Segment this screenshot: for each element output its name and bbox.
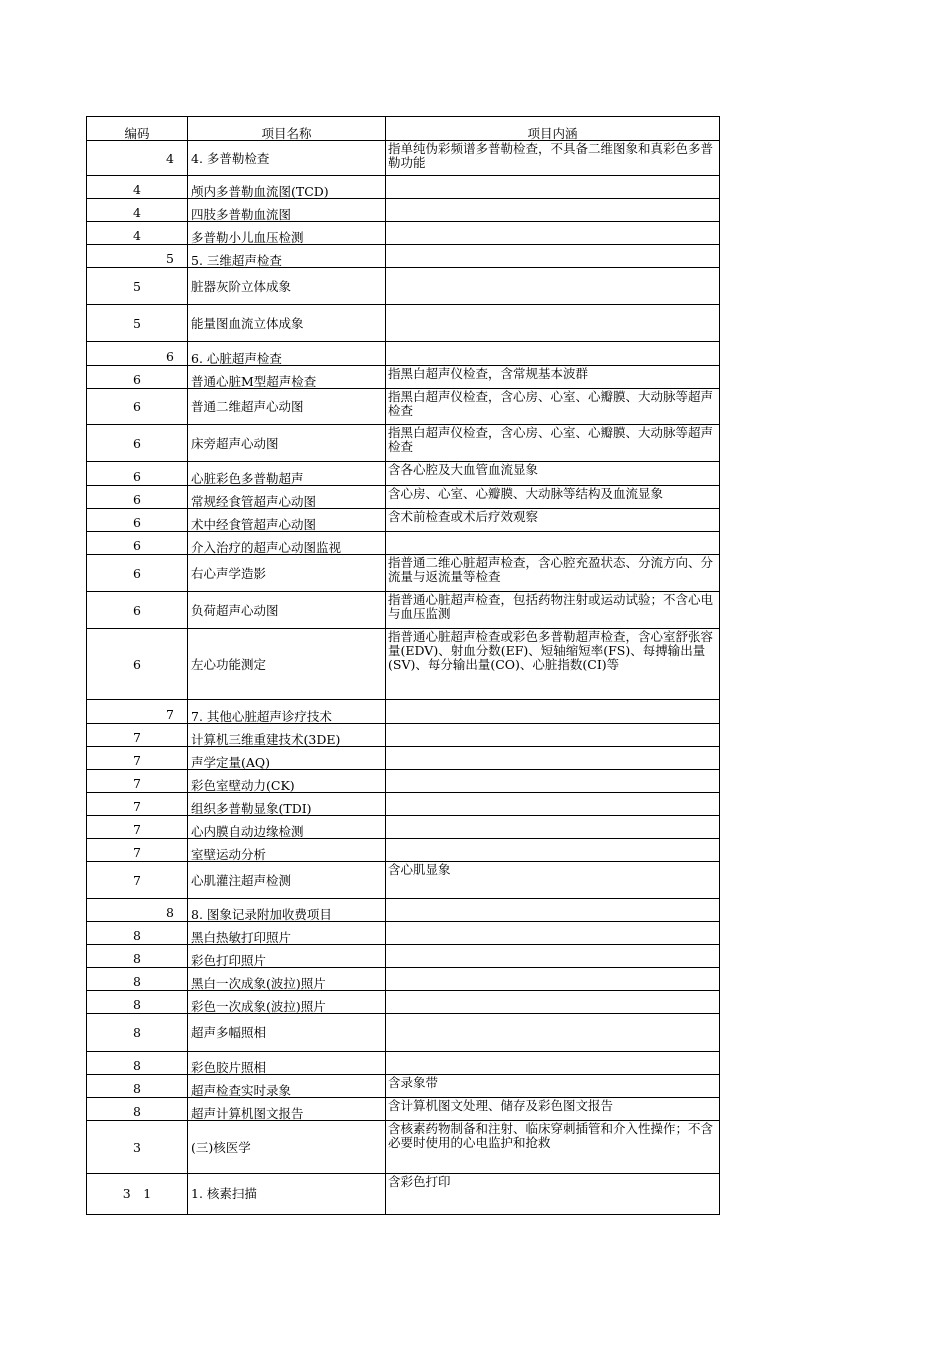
table-row [86,1120,720,1174]
row-code: 6 [86,509,187,532]
row-name: 黑白热敏打印照片 [187,922,385,945]
table-row [86,304,720,342]
row-name: 左心功能测定 [187,629,385,700]
row-name: 彩色一次成象(波拉)照片 [187,991,385,1014]
table-row [86,921,720,945]
row-content [385,1052,720,1075]
table-row [86,461,720,486]
table-row [86,1097,720,1121]
row-name: 彩色打印照片 [187,945,385,968]
row-name: (三)核医学 [187,1121,385,1174]
row-name: 能量图血流立体成象 [187,305,385,342]
row-code: 6 [86,555,187,592]
table-row [86,198,720,222]
table-row [86,1013,720,1052]
row-content: 含心房、心室、心瓣膜、大动脉等结构及血流显象 [385,486,720,509]
table-row [86,424,720,462]
row-content: 指黑白超声仪检查，含心房、心室、心瓣膜、大动脉等超声检查 [385,389,720,425]
row-content [385,747,720,770]
row-name: 普通二维超声心动图 [187,389,385,425]
row-code: 6 [86,462,187,486]
row-content [385,991,720,1014]
row-code: 8 [86,1052,187,1075]
row-code: 8 [86,1014,187,1052]
row-code: 6 [86,342,187,366]
table-row [86,815,720,839]
row-code: 7 [86,839,187,862]
table-row [86,723,720,747]
row-content: 指普通心脏超声检查，包括药物注射或运动试验；不含心电与血压监测 [385,592,720,629]
row-content: 含各心腔及大血管血流显象 [385,462,720,486]
table-row [86,554,720,592]
row-name: 负荷超声心动图 [187,592,385,629]
header-name: 项目名称 [187,117,385,141]
row-name: 术中经食管超声心动图 [187,509,385,532]
row-name: 介入治疗的超声心动图监视 [187,532,385,555]
row-code: 6 [86,592,187,629]
row-name: 普通心脏M型超声检查 [187,366,385,389]
row-content [385,1014,720,1052]
row-content [385,268,720,305]
row-name: 右心声学造影 [187,555,385,592]
table-row [86,628,720,700]
row-name: 四肢多普勒血流图 [187,199,385,222]
row-content [385,199,720,222]
row-content [385,176,720,199]
row-name: 颅内多普勒血流图(TCD) [187,176,385,199]
row-code: 8 [86,1098,187,1121]
table-row [86,1074,720,1098]
table-row [86,508,720,532]
row-name: 心内膜自动边缘检测 [187,816,385,839]
table-row [86,861,720,899]
row-name: 6. 心脏超声检查 [187,342,385,366]
row-name: 超声多幅照相 [187,1014,385,1052]
table-row [86,1173,720,1215]
row-content [385,922,720,945]
table-row [86,531,720,555]
row-code: 6 [86,532,187,555]
row-name: 8. 图象记录附加收费项目 [187,899,385,922]
table-row [86,140,720,176]
row-code: 7 [86,724,187,747]
row-name: 彩色室壁动力(CK) [187,770,385,793]
row-content: 含录象带 [385,1075,720,1098]
row-name: 彩色胶片照相 [187,1052,385,1075]
row-code: 5 [86,268,187,305]
row-content: 指普通二维心脏超声检查，含心腔充盈状态、分流方向、分流量与返流量等检查 [385,555,720,592]
row-name: 超声计算机图文报告 [187,1098,385,1121]
row-name: 计算机三维重建技术(3DE) [187,724,385,747]
row-content [385,222,720,245]
row-name: 组织多普勒显象(TDI) [187,793,385,816]
table-row [86,792,720,816]
row-code: 3 [86,1121,187,1174]
row-content [385,945,720,968]
row-code: 7 [86,816,187,839]
row-code: 5 [86,305,187,342]
row-name: 室壁运动分析 [187,839,385,862]
row-content: 指普通心脏超声检查或彩色多普勒超声检查，含心室舒张容量(EDV)、射血分数(EF)、短轴缩短率(FS)、每搏输出量(SV)、每分输出量(CO)、心脏指数(CI)等 [385,629,720,700]
table-row [86,838,720,862]
row-content [385,724,720,747]
row-code: 4 [86,141,187,176]
table-row [86,898,720,922]
table-row [86,485,720,509]
row-content [385,839,720,862]
row-content: 指黑白超声仪检查，含心房、心室、心瓣膜、大动脉等超声检查 [385,425,720,462]
row-content [385,245,720,268]
header-code: 编码 [86,117,187,141]
table-row [86,175,720,199]
row-content: 含核素药物制备和注射、临床穿刺插管和介入性操作；不含必要时使用的心电监护和抢救 [385,1121,720,1174]
row-code: 4 [86,176,187,199]
row-name: 声学定量(AQ) [187,747,385,770]
row-name: 超声检查实时录象 [187,1075,385,1098]
row-name: 5. 三维超声检查 [187,245,385,268]
row-code: 7 [86,700,187,724]
table-row [86,591,720,629]
table-header-row [86,116,720,141]
table-row [86,769,720,793]
row-code: 7 [86,793,187,816]
row-name: 7. 其他心脏超声诊疗技术 [187,700,385,724]
table-row [86,267,720,305]
row-code: 8 [86,991,187,1014]
row-code: 6 [86,366,187,389]
row-code: 5 [86,245,187,268]
row-content [385,700,720,724]
row-content [385,305,720,342]
row-content [385,532,720,555]
row-code: 7 [86,747,187,770]
table-row [86,746,720,770]
row-name: 脏器灰阶立体成象 [187,268,385,305]
row-code: 8 [86,945,187,968]
row-content [385,899,720,922]
row-name: 多普勒小儿血压检测 [187,222,385,245]
row-name: 常规经食管超声心动图 [187,486,385,509]
row-name: 床旁超声心动图 [187,425,385,462]
table-row [86,365,720,389]
row-code: 6 [86,486,187,509]
table-row [86,967,720,991]
row-code: 3 1 [86,1174,187,1214]
row-code: 4 [86,199,187,222]
row-content: 指黑白超声仪检查，含常规基本波群 [385,366,720,389]
table-row [86,990,720,1014]
row-code: 8 [86,899,187,922]
row-content [385,968,720,991]
row-code: 6 [86,389,187,425]
row-name: 4. 多普勒检查 [187,141,385,176]
row-code: 6 [86,629,187,700]
row-content: 含计算机图文处理、储存及彩色图文报告 [385,1098,720,1121]
row-name: 心脏彩色多普勒超声 [187,462,385,486]
table-row [86,221,720,245]
row-code: 8 [86,968,187,991]
table-row [86,944,720,968]
row-code: 6 [86,425,187,462]
row-code: 7 [86,862,187,899]
row-content: 含心肌显象 [385,862,720,899]
row-name: 1. 核素扫描 [187,1174,385,1214]
row-name: 心肌灌注超声检测 [187,862,385,899]
row-content [385,816,720,839]
table-row [86,244,720,268]
row-code: 7 [86,770,187,793]
row-content [385,342,720,366]
table-row [86,388,720,425]
row-content: 含术前检查或术后疗效观察 [385,509,720,532]
row-content: 含彩色打印 [385,1174,720,1214]
table-row [86,699,720,724]
row-content: 指单纯伪彩频谱多普勒检查，不具备二维图象和真彩色多普勒功能 [385,141,720,176]
row-content [385,770,720,793]
row-name: 黑白一次成象(波拉)照片 [187,968,385,991]
row-code: 8 [86,922,187,945]
header-content: 项目内涵 [385,117,720,141]
table-row [86,341,720,366]
table-row [86,1051,720,1075]
row-code: 8 [86,1075,187,1098]
row-code: 4 [86,222,187,245]
row-content [385,793,720,816]
